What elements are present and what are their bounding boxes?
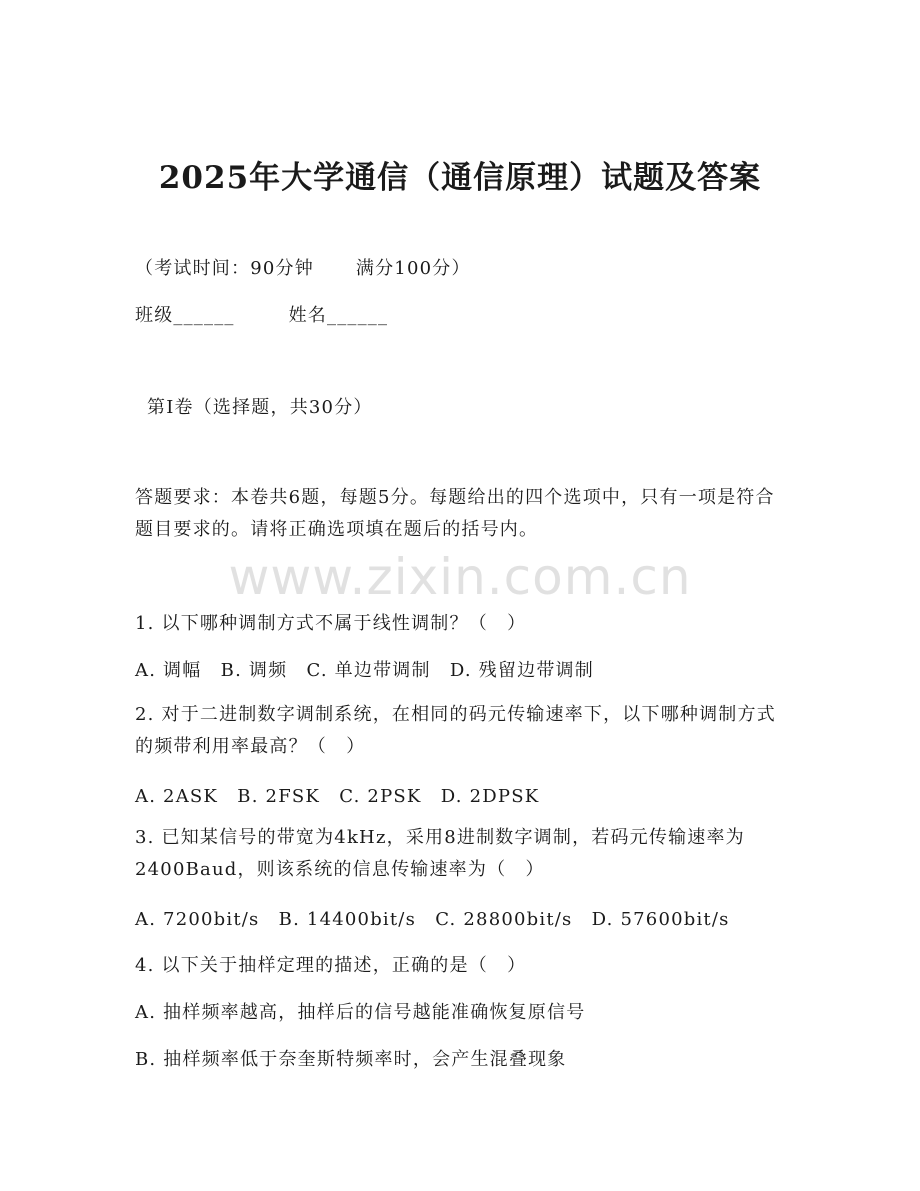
question-1-options: A. 调幅 B. 调频 C. 单边带调制 D. 残留边带调制 xyxy=(135,660,594,681)
student-info xyxy=(135,301,388,327)
question-4-stem: 4. 以下关于抽样定理的描述，正确的是（ ） xyxy=(135,955,527,976)
full-score: 满分100分） xyxy=(355,258,471,279)
class-field: 班级______ xyxy=(135,305,235,326)
section-heading: 第Ⅰ卷（选择题，共30分） xyxy=(147,397,373,418)
exam-time: （考试时间：90分钟 xyxy=(135,258,314,279)
question-4-option-b: B. 抽样频率低于奈奎斯特频率时，会产生混叠现象 xyxy=(135,1049,567,1070)
question-4-option-a: A. 抽样频率越高，抽样后的信号越能准确恢复原信号 xyxy=(135,1002,586,1023)
instructions: 答题要求：本卷共6题，每题5分。每题给出的四个选项中，只有一项是符合题目要求的。请将正确选项填在题后的括号内。 xyxy=(135,487,775,540)
exam-info xyxy=(135,254,471,280)
name-field: 姓名______ xyxy=(288,305,389,326)
question-3-options: A. 7200bit/s B. 14400bit/s C. 28800bit/s D. 57600bit/s xyxy=(135,909,730,930)
watermark: www.zixin.com.cn xyxy=(228,548,692,606)
question-3-stem: 3. 已知某信号的带宽为4kHz，采用8进制数字调制，若码元传输速率为2400Baud，则该系统的信息传输速率为（ ） xyxy=(135,827,745,880)
document-title: 2025年大学通信（通信原理）试题及答案 xyxy=(158,160,762,196)
question-1-stem: 1. 以下哪种调制方式不属于线性调制？（ ） xyxy=(135,613,527,634)
question-2-options: A. 2ASK B. 2FSK C. 2PSK D. 2DPSK xyxy=(135,786,540,807)
question-2-stem: 2. 对于二进制数字调制系统，在相同的码元传输速率下，以下哪种调制方式的频带利用率最高？（ ） xyxy=(135,704,776,757)
